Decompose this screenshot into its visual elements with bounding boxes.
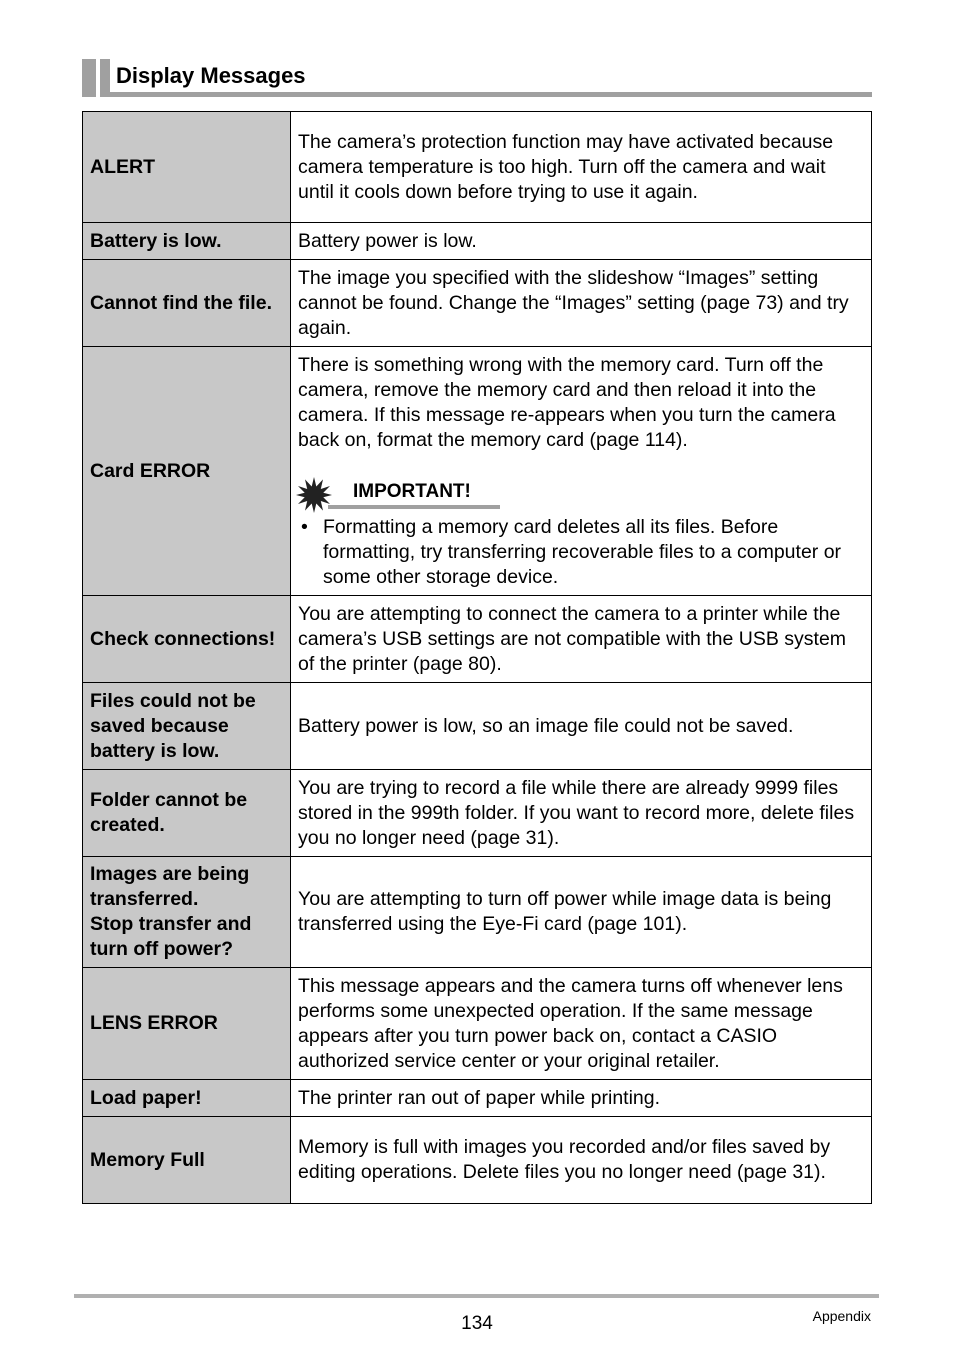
heading-underline — [110, 92, 872, 97]
message-description-block — [291, 347, 872, 596]
heading-bar-block — [82, 59, 96, 97]
message-key: ALERT — [83, 112, 291, 223]
important-underline — [328, 505, 500, 509]
message-description: You are trying to record a file while there are already 9999 files stored in the 999th folder. If you want to record more, delete files you no longer need (page 31). — [291, 770, 872, 857]
message-key: Battery is low. — [83, 223, 291, 260]
footer-section-name: Appendix — [812, 1308, 871, 1324]
important-star-icon — [296, 477, 332, 513]
message-key: Card ERROR — [83, 347, 291, 596]
table-row — [83, 968, 872, 1080]
message-description: Battery power is low. — [291, 223, 872, 260]
section-heading — [82, 59, 872, 97]
table-row — [83, 770, 872, 857]
message-key-line: Images are being transferred. — [90, 863, 250, 910]
message-key-line: Stop transfer and turn off power? — [90, 913, 252, 960]
message-description: Memory is full with images you recorded and/or files saved by editing operations. Delete files you no longer need (page 31). — [291, 1117, 872, 1204]
message-description: You are attempting to connect the camera to a printer while the camera’s USB settings are not compatible with the USB system of the printer (page 80). — [291, 596, 872, 683]
messages-table — [82, 111, 872, 1204]
page-number: 134 — [461, 1313, 493, 1334]
message-key: Cannot find the file. — [83, 260, 291, 347]
message-key: Load paper! — [83, 1080, 291, 1117]
footer-divider — [74, 1294, 879, 1298]
heading-bar-block — [100, 59, 110, 97]
table-row — [83, 683, 872, 770]
message-description: Battery power is low, so an image file could not be saved. — [291, 683, 872, 770]
important-label: IMPORTANT! — [353, 480, 471, 502]
table-row — [83, 857, 872, 968]
page-title: Display Messages — [116, 63, 306, 88]
table-row — [83, 112, 872, 223]
table-row — [83, 596, 872, 683]
message-key: Files could not be saved because battery is low. — [83, 683, 291, 770]
bullet-item — [298, 515, 864, 590]
message-description: The printer ran out of paper while printing. — [291, 1080, 872, 1117]
table-row — [83, 223, 872, 260]
message-key: LENS ERROR — [83, 968, 291, 1080]
message-description: This message appears and the camera turns off whenever lens performs some unexpected operation. If the same message appears after you turn power back on, contact a CASIO authorized service center or your original retailer. — [291, 968, 872, 1080]
message-key: Folder cannot be created. — [83, 770, 291, 857]
bullet-text: Formatting a memory card deletes all its files. Before formatting, try transferring recoverable files to a computer or some other storage device. — [323, 515, 842, 588]
table-row — [83, 347, 872, 596]
message-key: Memory Full — [83, 1117, 291, 1204]
message-description: There is something wrong with the memory card. Turn off the camera, remove the memory card and then reload it into the camera. If this message re-appears when you turn the camera back on, format the memory card (page 114). — [298, 353, 836, 451]
message-description: The image you specified with the slideshow “Images” setting cannot be found. Change the “Images” setting (page 73) and try again. — [291, 260, 872, 347]
table-row — [83, 1080, 872, 1117]
table-row — [83, 1117, 872, 1204]
important-note-header — [298, 477, 501, 511]
table-row — [83, 260, 872, 347]
message-key: Check connections! — [83, 596, 291, 683]
bullet-mark: • — [301, 515, 308, 538]
message-description: You are attempting to turn off power while image data is being transferred using the Eye-Fi card (page 101). — [291, 857, 872, 968]
message-description: The camera’s protection function may have activated because camera temperature is too high. Turn off the camera and wait until it cools down before trying to use it again. — [291, 112, 872, 223]
message-key — [83, 857, 291, 968]
